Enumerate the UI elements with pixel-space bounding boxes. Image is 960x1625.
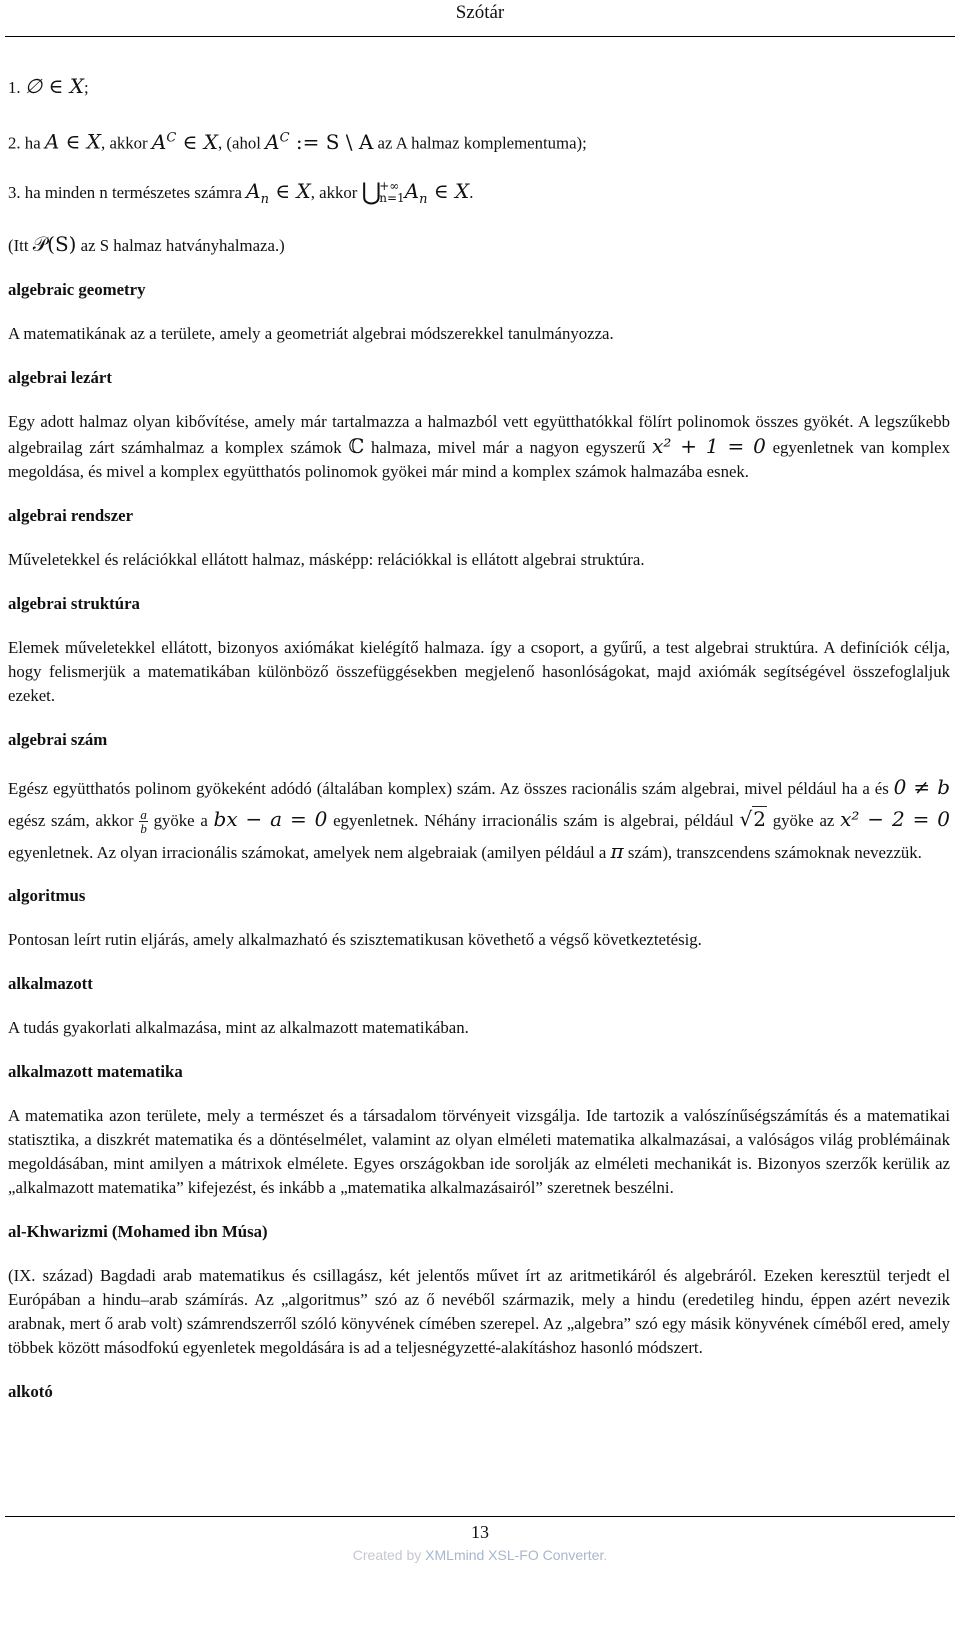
entry-term: algebrai lezárt	[8, 367, 112, 387]
math-fraction: $\frac{a}{b}$	[140, 807, 147, 837]
list-item-number: 1.	[8, 78, 21, 97]
list-text: , (ahol	[218, 133, 261, 153]
footer-divider	[5, 1516, 955, 1517]
entry-term: al-Khwarizmi (Mohamed ibn Músa)	[8, 1221, 268, 1241]
entry-definition: Elemek műveletekkel ellátott, bizonyos axiómákat kielégítő halmaza. így a csoport, a gyűrű, a test algebrai struktúra. A definíciók célja, hogy felismerjük a matematikában különböző összefüggésekben megjelenő hasonlóságokat, majd axiómák segítségével összefoglaljuk ezeket.	[8, 637, 950, 705]
header-divider	[5, 36, 955, 37]
math-a-in-x: A ∈ X	[44, 129, 102, 154]
list-text: az A halmaz komplementuma);	[377, 133, 587, 153]
math-complement-in-x: $A^C$ ∈ X	[151, 129, 219, 154]
entry-term: algebrai struktúra	[8, 593, 140, 613]
math-square-root: √2	[739, 806, 766, 831]
math-countable-union: ⋃ +∞ n=1 $A_n$ ∈ X	[361, 177, 470, 207]
entry-definition: Egy adott halmaz olyan kibővítése, amely már tartalmazza a halmazból vett együtthatókkal fölírt polinomok összes gyökét. A legszűkebb algebrailag zárt számhalmaz a komplex számok ℂ halmaza, mivel már a nagyon egyszerű x² + 1 = 0 egyenletnek van komplex megoldása, és mivel a komplex együtthatós polinomok gyökei már mind a komplex számok halmazába esnek.	[8, 411, 951, 481]
math-complement-definition: $A^C$ := S \ A	[265, 129, 374, 154]
page-number: 13	[471, 1522, 489, 1542]
entry-definition: Pontosan leírt rutin eljárás, amely alkalmazható és szisztematikusan követhető a végső következtetésig.	[8, 929, 702, 949]
entry-term: alkalmazott matematika	[8, 1061, 183, 1081]
entry-definition: A matematika azon területe, mely a természet és a társadalom törvényeit vizsgálja. Ide tartozik a valószínűségszámítás és a matematikai statisztika, a diszkrét matematika és a döntéselmélet, valamint az olyan elméleti matematika alkalmazásai, a valóságos világ problémáinak megoldásában, mint amilyen a mátrixok elmélete. Egyes országokban ide sorolják az elméleti mechanikát is. Bizonyos szerzők kerülik az „alkalmazott matematika” kifejezést, és inkább a „matematika alkalmazásairól” szeretnek beszélni.	[8, 1105, 950, 1197]
entry-definition: Egész együtthatós polinom gyökeként adódó (általában komplex) szám. Az összes racionális szám algebrai, mivel például ha a és 0 ≠ b egész szám, akkor $\frac{a}{b}$ gyöke a bx − a = 0 egyenletnek. Néhány irracionális szám is algebrai, például √2 gyöke az x² − 2 = 0 egyenletnek. Az olyan irracionális számokat, amelyek nem algebraiak (amilyen például a π szám), transzcendens számoknak nevezzük.	[8, 774, 951, 863]
list-item-3: 3. ha minden n természetes számra $A_n$ ∈ X, akkor ⋃ +∞ n=1 $A_n$ ∈ X.	[8, 177, 474, 207]
math-quadratic-equation: x² − 2 = 0	[840, 806, 950, 831]
entry-term: alkotó	[8, 1381, 53, 1401]
power-set-note: (Itt 𝒫(S) az S halmaz hatványhalmaza.)	[8, 231, 285, 256]
math-inequality: 0 ≠ b	[893, 774, 951, 799]
math-empty-set-in-x: ∅ ∈ X	[24, 74, 84, 98]
list-item-end: ;	[83, 78, 89, 97]
entry-term: alkalmazott	[8, 973, 93, 993]
entry-definition: A tudás gyakorlati alkalmazása, mint az alkalmazott matematikában.	[8, 1017, 469, 1037]
list-text: ha minden n természetes számra	[24, 182, 242, 202]
list-text: , akkor	[310, 182, 358, 202]
entry-term: algebrai rendszer	[8, 505, 134, 525]
page-content	[8, 72, 950, 1404]
math-linear-equation: bx − a = 0	[213, 806, 328, 831]
entry-term: algebraic geometry	[8, 279, 146, 299]
entry-definition: (IX. század) Bagdadi arab matematikus és csillagász, két jelentős művet írt az aritmetikáról és algebráról. Ezeken keresztül terjedt el Európában a hindu–arab számírás. Az „algoritmus” szó az ő nevéből származik, mely a hindu (eredetileg hindu, éppen azért nevezik arabnak, mert ő arab volt) számrendszerről szóló könyvének címében szerepel. Az „algebra” szó egy másik könyvének címéből ered, amely többek között másodfokú egyenletek megoldására is ad a teljesnégyzetté-alakításhoz hasonló módszert.	[8, 1265, 950, 1357]
converter-link[interactable]: XMLmind XSL-FO Converter	[425, 1547, 604, 1563]
math-power-set: 𝒫(S)	[32, 231, 77, 256]
list-text: ha	[24, 133, 41, 153]
entry-term: algoritmus	[8, 885, 86, 905]
list-item-number: 3.	[8, 182, 21, 202]
math-an-in-x: $A_n$ ∈ X	[246, 178, 311, 207]
converter-credit: Created by XMLmind XSL-FO Converter.	[352, 1547, 608, 1563]
list-item-1	[8, 74, 950, 100]
math-pi: π	[610, 838, 624, 863]
list-text: , akkor	[101, 133, 148, 153]
math-complex-set: ℂ	[348, 433, 365, 458]
list-item-number: 2.	[8, 133, 21, 153]
math-equation: x² + 1 = 0	[652, 433, 766, 458]
list-item-2	[8, 126, 950, 156]
running-header-title: Szótár	[455, 2, 505, 23]
entry-definition: A matematikának az a területe, amely a geometriát algebrai módszerekkel tanulmányozza.	[8, 323, 614, 343]
entry-term: algebrai szám	[8, 729, 108, 749]
entry-definition: Műveletekkel és relációkkal ellátott halmaz, másképp: relációkkal is ellátott algebrai struktúra.	[8, 549, 645, 569]
